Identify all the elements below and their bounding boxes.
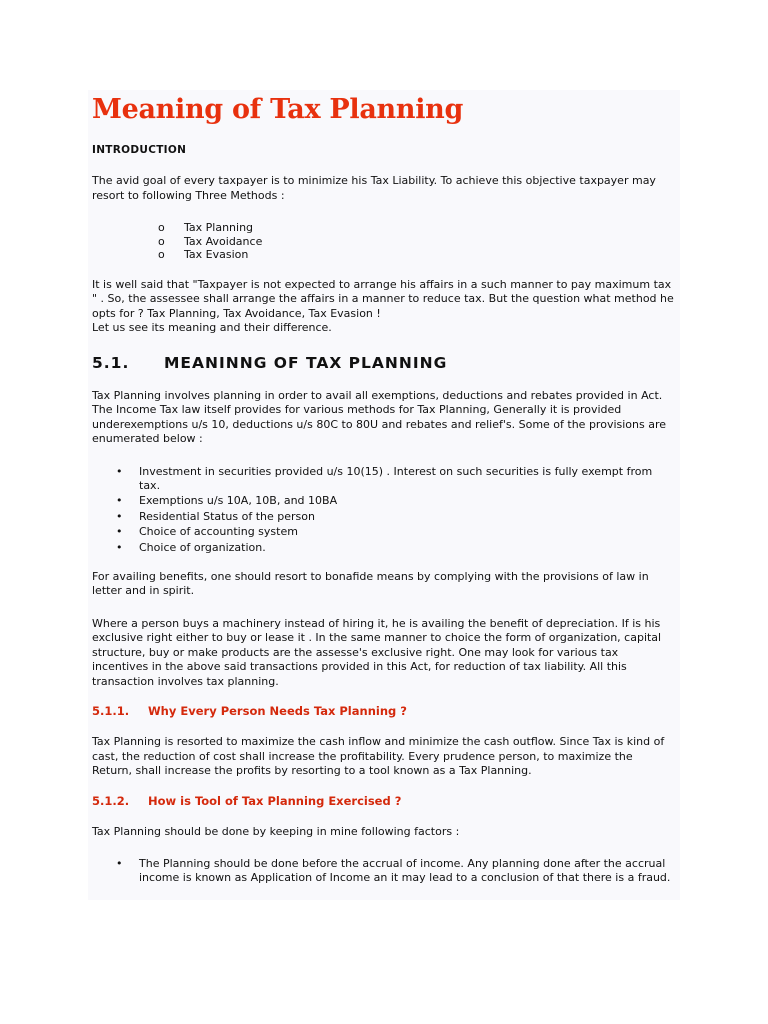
document-content bbox=[88, 90, 680, 885]
methods-list bbox=[92, 221, 676, 262]
bullet-marker: • bbox=[116, 857, 123, 870]
list-marker: o bbox=[158, 248, 165, 261]
why-paragraph: Tax Planning is resorted to maximize the cash inflow and minimize the cash outflow. Since Tax is kind of cast, the reduction of cost shall increase the profitability. Every prudence person, to maximize the Return, shall increase the profits by resorting to a tool known as a Tax Planning. bbox=[92, 735, 665, 777]
list-item-text: The Planning should be done before the accrual of income. Any planning done after the accrual income is known as Application of Income an it may lead to a conclusion of that there is a fraud. bbox=[139, 857, 671, 884]
document-page bbox=[88, 90, 680, 900]
benefits-paragraph: For availing benefits, one should resort to bonafide means by complying with the provisions of law in letter and in spirit. bbox=[92, 569, 649, 597]
list-item-text: Tax Planning bbox=[184, 221, 254, 234]
list-item-text: Exemptions u/s 10A, 10B, and 10BA bbox=[139, 494, 338, 507]
list-item-text: Choice of accounting system bbox=[139, 525, 298, 538]
list-item-text: Investment in securities provided u/s 10(15) . Interest on such securities is fully exempt from tax. bbox=[139, 464, 653, 492]
list-item-text: Choice of organization. bbox=[139, 540, 266, 554]
list-item-text: Tax Avoidance bbox=[184, 234, 263, 248]
machinery-paragraph: Where a person buys a machinery instead of hiring it, he is availing the benefit of depreciation. If is his exclusive right either to buy or lease it . In the same manner to choice the form of organization, capital structure, buy or make products are the assesse's exclusive right. One may look for various tax incentives in the above said transactions provided in this Act, for reduction of tax liability. All this transaction involves tax planning. bbox=[92, 616, 662, 688]
section-heading-5-1-1 bbox=[92, 704, 676, 718]
list-item bbox=[116, 857, 676, 885]
section-title: Why Every Person Needs Tax Planning ? bbox=[148, 704, 407, 718]
bullet-marker: • bbox=[116, 540, 123, 554]
provisions-list bbox=[92, 465, 676, 555]
section-heading-5-1 bbox=[92, 354, 676, 372]
section-title: How is Tool of Tax Planning Exercised ? bbox=[148, 793, 402, 808]
difference-paragraph: Let us see its meaning and their difference. bbox=[92, 321, 332, 334]
factors-list bbox=[92, 857, 676, 885]
list-item bbox=[158, 235, 676, 249]
bullet-marker: • bbox=[116, 494, 123, 507]
list-item bbox=[158, 221, 676, 235]
intro-heading: INTRODUCTION bbox=[92, 144, 187, 156]
bullet-marker: • bbox=[116, 525, 123, 538]
section-heading-5-1-2 bbox=[92, 794, 676, 808]
intro-paragraph: The avid goal of every taxpayer is to minimize his Tax Liability. To achieve this objective taxpayer may resort to following Three Methods : bbox=[92, 174, 656, 202]
list-item bbox=[158, 248, 676, 262]
bullet-marker: • bbox=[116, 464, 123, 478]
list-item bbox=[116, 510, 676, 524]
page-title: Meaning of Tax Planning bbox=[92, 94, 464, 125]
list-marker: o bbox=[158, 221, 165, 234]
quote-paragraph: It is well said that "Taxpayer is not expected to arrange his affairs in a such manner to pay maximum tax " . So, the assessee shall arrange the affairs in a manner to reduce tax. But the question what method he opts for ? Tax Planning, Tax Avoidance, Tax Evasion ! bbox=[92, 277, 674, 320]
section-number: 5.1. bbox=[92, 353, 130, 372]
list-item-text: Tax Evasion bbox=[184, 248, 249, 261]
list-marker: o bbox=[158, 234, 165, 248]
list-item-text: Residential Status of the person bbox=[139, 509, 315, 523]
bullet-marker: • bbox=[116, 509, 123, 523]
list-item bbox=[116, 465, 676, 493]
section-number: 5.1.2. bbox=[92, 793, 130, 808]
list-item bbox=[116, 541, 676, 555]
section-number: 5.1.1. bbox=[92, 704, 130, 718]
list-item bbox=[116, 494, 676, 508]
section-title: MEANINNG OF TAX PLANNING bbox=[164, 353, 448, 372]
planning-paragraph: Tax Planning involves planning in order to avail all exemptions, deductions and rebates provided in Act. The Income Tax law itself provides for various methods for Tax Planning, Generally it is provided underexemptions u/s 10, deductions u/s 80C to 80U and rebates and relief's. Some of the provisions are enumerated below : bbox=[92, 388, 667, 445]
list-item bbox=[116, 525, 676, 539]
how-paragraph: Tax Planning should be done by keeping in mine following factors : bbox=[92, 824, 460, 838]
